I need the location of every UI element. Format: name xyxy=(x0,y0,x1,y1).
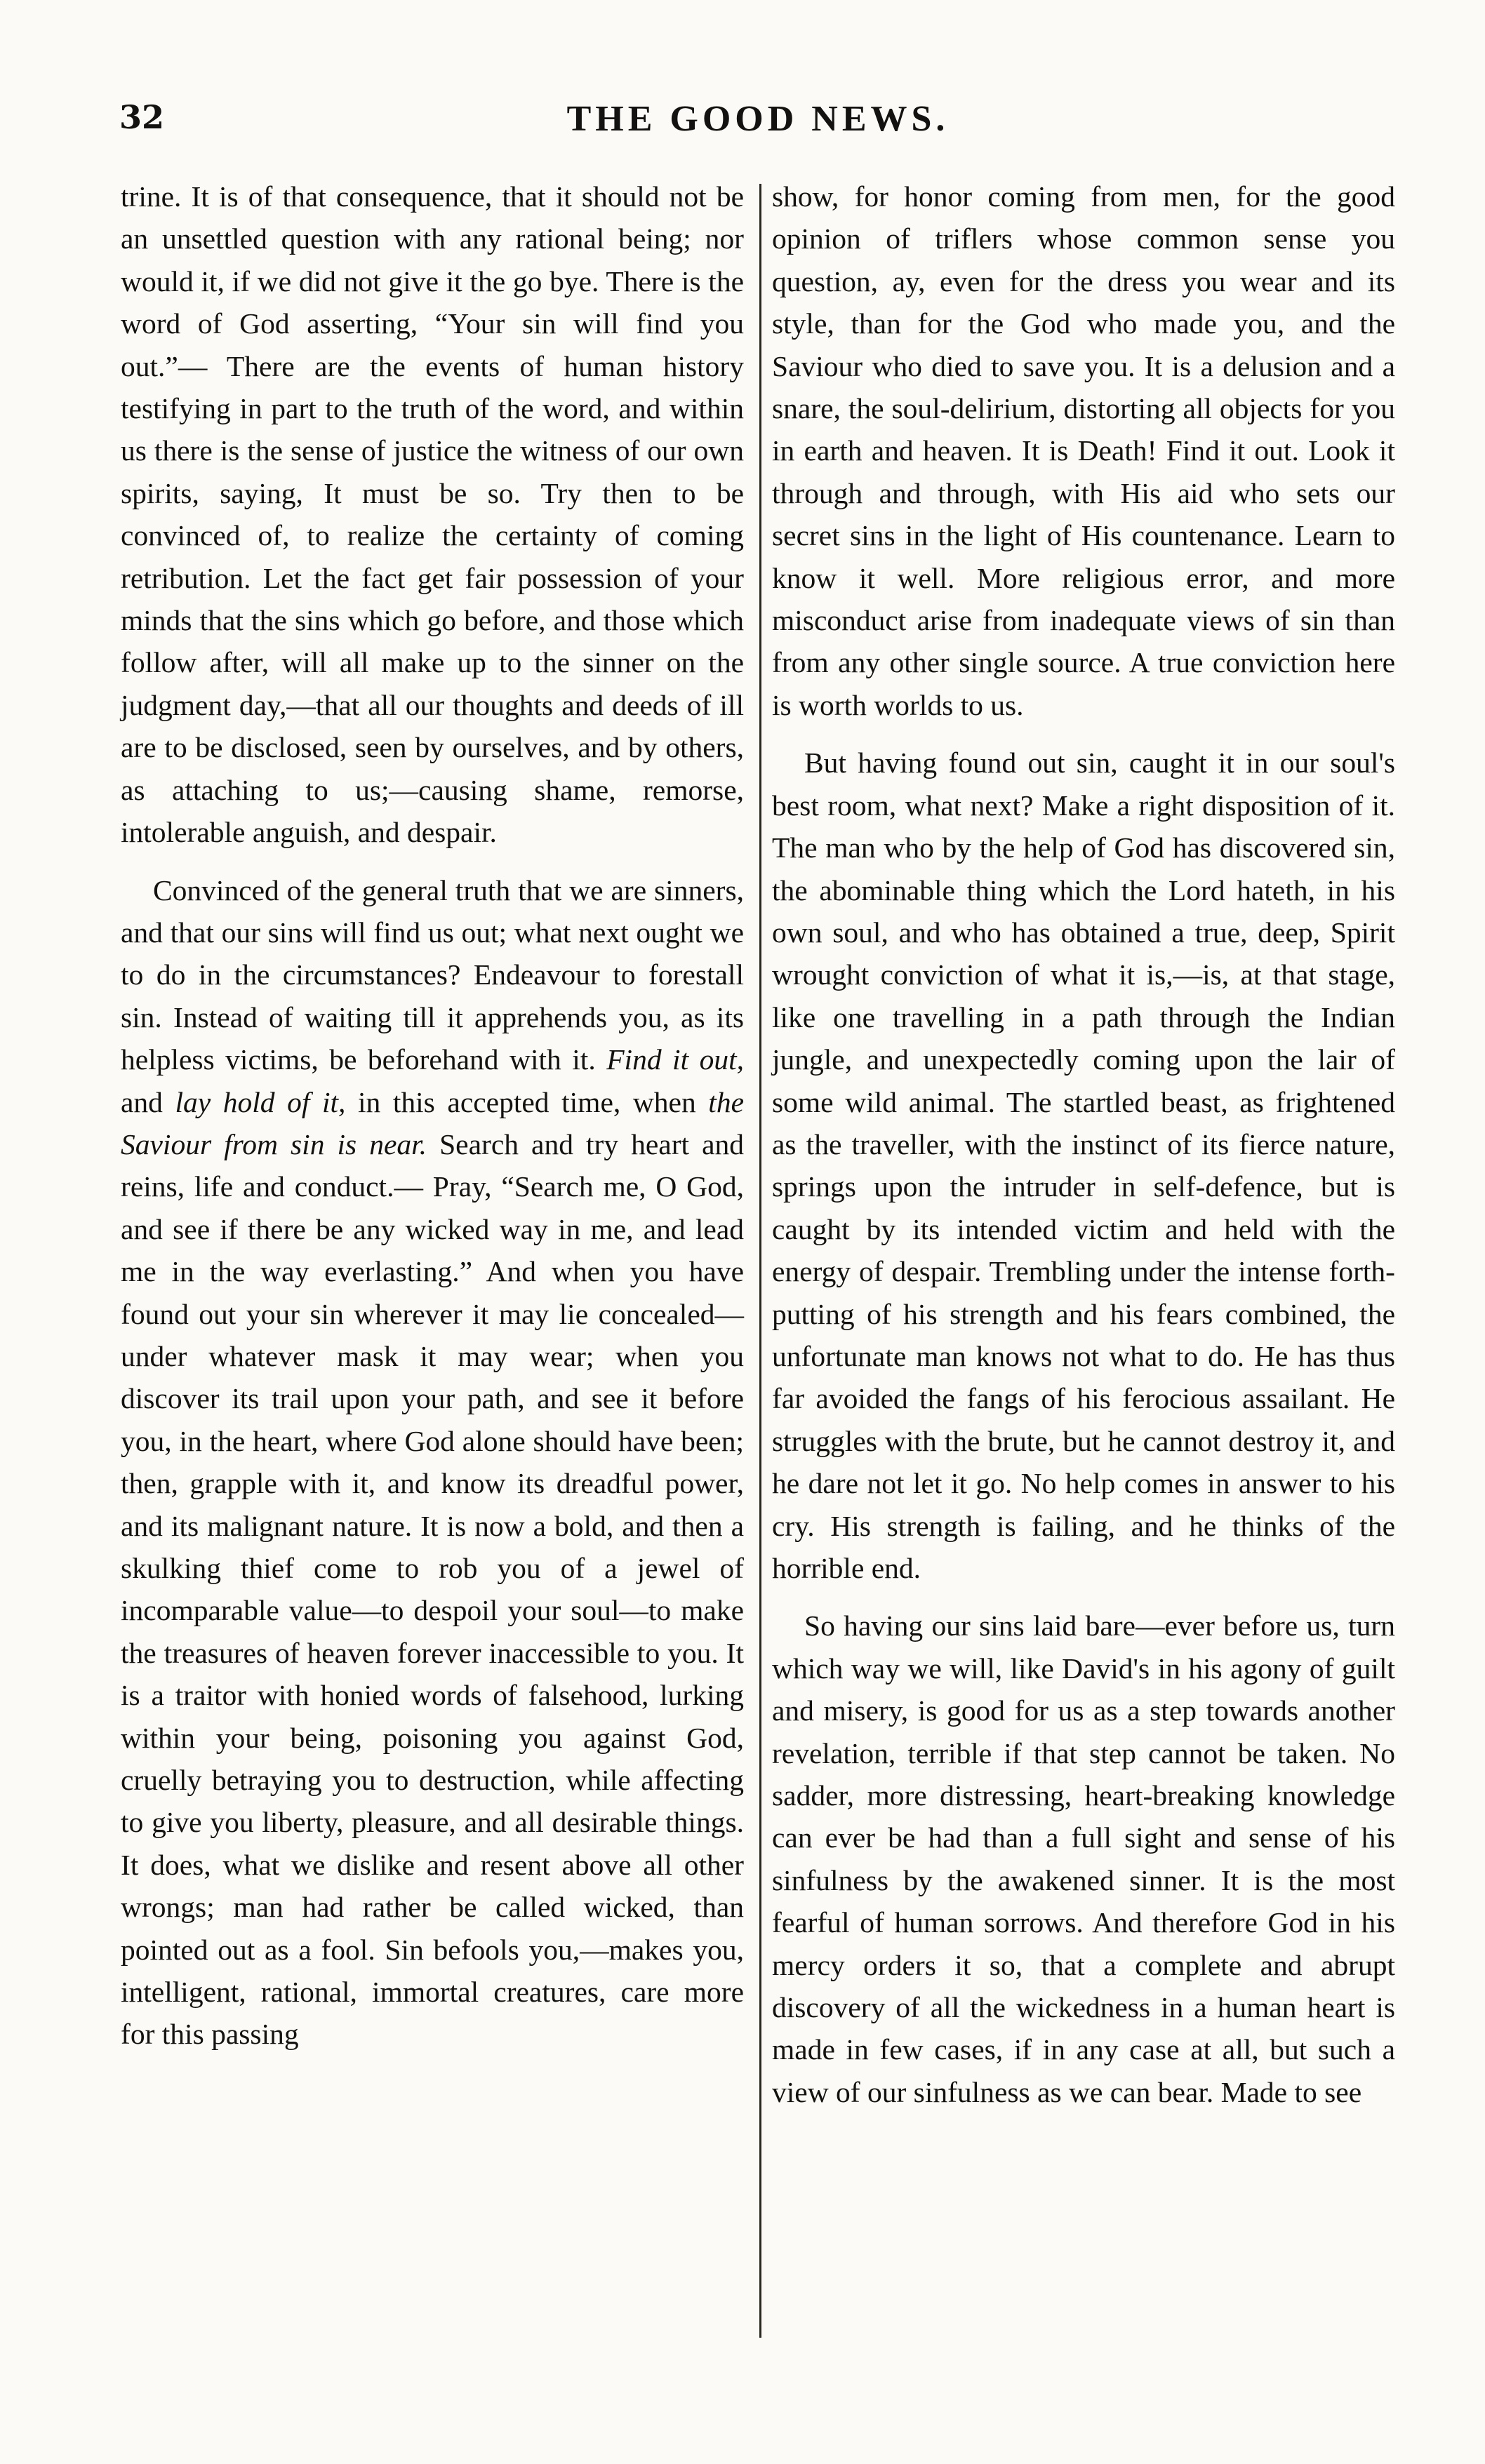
left-paragraph-2-part-d: Search and try heart and reins, life and conduct.— Pray, “Search me, O God, and see if there be any wicked way in me, and lead me in the way everlasting.” And when you have found out your sin wherever it may lie concealed— under whatever mask it may wear; when you discover its trail upon your path, and see it before you, in the heart, where God alone should have been; then, grapple with it, and know its dreadful power, and its malignant nature. It is now a bold, and then a skulking thief come to rob you of a jewel of incomparable value—to despoil your soul—to make the treasures of heaven forever inaccessible to you. It is a traitor with honied words of falsehood, lurking within your being, poisoning you against God, cruelly betraying you to destruction, while affecting to give you liberty, pleasure, and all desirable things. It does, what we dislike and resent above all other wrongs; man had rather be called wicked, than pointed out as a fool. Sin befools you,—makes you, intelligent, rational, immortal creatures, care more for this passing xyxy=(121,1127,744,2051)
page-number: 32 xyxy=(119,98,165,136)
left-paragraph-2-part-b: and xyxy=(121,1085,163,1118)
right-paragraph-2: But having found out sin, caught it in our soul's best room, what next? Make a right disposition of it. The man who by the help of God has discovered sin, the abominable thing which the Lord hateth, in his own soul, and who has obtained a true, deep, Spirit wrought conviction of what it is,—is, at that stage, like one travelling in a path through the Indian jungle, and unexpectedly coming upon the lair of some wild animal. The startled beast, as frightened as the traveller, with the instinct of its fierce nature, springs upon the intruder in self-defence, but is caught by its intended victim and held with the energy of despair. Trembling under the intense forth-putting of his strength and his fears combined, the unfortunate man knows not what to do. He has thus far avoided the fangs of his ferocious assailant. He struggles with the brute, but he cannot destroy it, and he dare not let it go. No help comes in answer to his cry. His strength is failing, and he thinks of the horrible end. xyxy=(772,746,1395,1584)
emphasis-lay-hold: lay hold of it, xyxy=(175,1085,346,1118)
left-paragraph-2-part-a: Convinced of the general truth that we are sinners, and that our sins will find us out; what next ought we to do in the circumstances? Endeavour to forestall sin. Instead of waiting till it apprehends you, as its helpless victims, be beforehand with it. xyxy=(121,873,744,1076)
right-paragraph-3: So having our sins laid bare—ever before us, turn which way we will, like David's in his agony of guilt and misery, is good for us as a step towards another revelation, terrible if that step cannot be taken. No sadder, more distressing, heart-breaking knowledge can ever be had than a full sight and sense of his sinfulness by the awakened sinner. It is the most fearful of human sorrows. And therefore God in his mercy orders it so, that a complete and abrupt discovery of all the wickedness in a human heart is made in few cases, if in any case at all, but such a view of our sinfulness as we can bear. Made to see xyxy=(772,1609,1395,2108)
left-paragraph-2 xyxy=(121,869,744,2056)
emphasis-find-it-out: Find it out, xyxy=(606,1043,744,1076)
right-column xyxy=(772,175,1395,2113)
left-column xyxy=(121,175,744,2056)
column-divider xyxy=(759,184,761,2338)
right-paragraph-1: show, for honor coming from men, for the good opinion of triflers whose common sense you question, ay, even for the dress you wear and its style, than for the God who made you, and the Saviour who died to save you. It is a delusion and a snare, the soul-delirium, distorting all objects for you in earth and heaven. It is Death! Find it out. Look it through and through, with His aid who sets our secret sins in the light of His countenance. Learn to know it well. More religious error, and more misconduct arise from inadequate views of sin than from any other single source. A true conviction here is worth worlds to us. xyxy=(772,180,1395,721)
left-paragraph-1: trine. It is of that consequence, that it should not be an unsettled question with any rational being; nor would it, if we did not give it the go bye. There is the word of God asserting, “Your sin will find you out.”— There are the events of human history testifying in part to the truth of the word, and within us there is the sense of justice the witness of our own spirits, saying, It must be so. Try then to be convinced of, to realize the certainty of coming retribution. Let the fact get fair possession of your minds that the sins which go before, and those which follow after, will all make up to the sinner on the judgment day,—that all our thoughts and deeds of ill are to be disclosed, seen by ourselves, and by others, as attaching to us;—causing shame, remorse, intolerable anguish, and despair. xyxy=(121,180,744,849)
page-header xyxy=(119,98,1397,161)
emphasis-saviour-near: the Saviour from sin is near. xyxy=(121,1085,744,1160)
running-title: THE GOOD NEWS. xyxy=(566,99,950,139)
left-paragraph-2-part-c: in this accepted time, when xyxy=(358,1085,696,1118)
